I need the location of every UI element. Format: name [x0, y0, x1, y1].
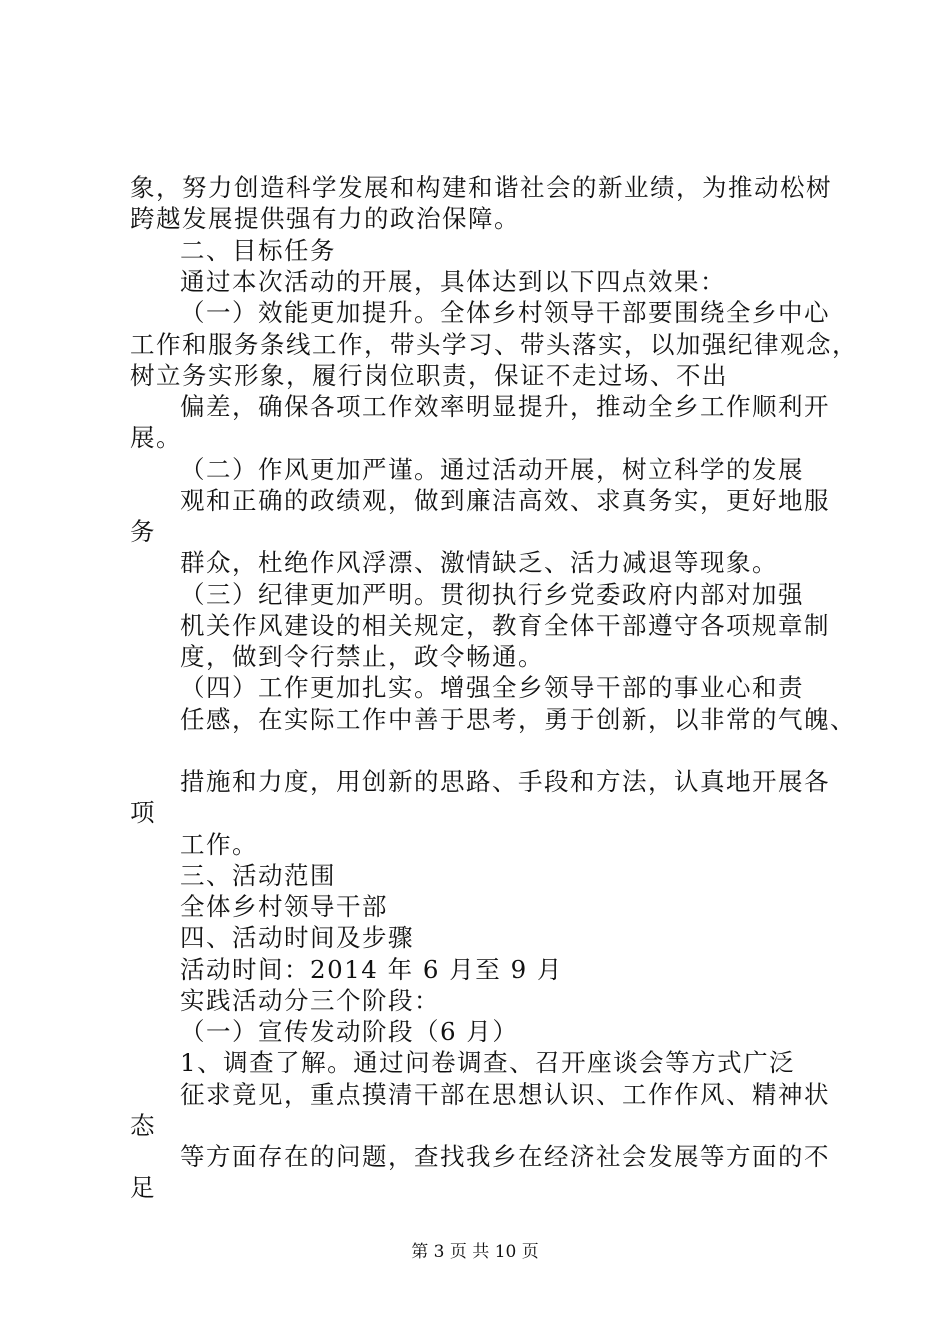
- text-line: 度，做到令行禁止，政令畅通。: [180, 642, 544, 671]
- text-line: 机关作风建设的相关规定，教育全体干部遵守各项规章制: [180, 611, 830, 640]
- text-line: 全体乡村领导干部: [180, 892, 388, 921]
- section-heading: 四、活动时间及步骤: [180, 923, 414, 952]
- text-line: 1、调查了解。通过问卷调查、召开座谈会等方式广泛: [180, 1048, 796, 1077]
- text-line: 活动时间：2014 年 6 月至 9 月: [180, 955, 563, 984]
- text-line: 实践活动分三个阶段：: [180, 986, 440, 1015]
- text-line: 通过本次活动的开展，具体达到以下四点效果：: [180, 267, 726, 296]
- text-line: 态: [130, 1111, 156, 1140]
- text-line: （一）效能更加提升。全体乡村领导干部要围绕全乡中心: [180, 298, 830, 327]
- text-line: （三）纪律更加严明。贯彻执行乡党委政府内部对加强: [180, 580, 804, 609]
- text-line: （四）工作更加扎实。增强全乡领导干部的事业心和责: [180, 673, 804, 702]
- text-line: 偏差，确保各项工作效率明显提升，推动全乡工作顺利开: [180, 392, 830, 421]
- text-line: 征求竟见，重点摸清干部在思想认识、工作作风、精神状: [180, 1080, 830, 1109]
- text-line: （二）作风更加严谨。通过活动开展，树立科学的发展: [180, 455, 804, 484]
- text-line: 工作。: [180, 830, 258, 859]
- text-line: 项: [130, 798, 156, 827]
- text-line: 足: [130, 1173, 156, 1202]
- page-number-footer: 第 3 页 共 10 页: [411, 1242, 539, 1262]
- text-line: 展。: [130, 423, 182, 452]
- text-line: 措施和力度，用创新的思路、手段和方法，认真地开展各: [180, 767, 830, 796]
- text-line: 务: [130, 517, 156, 546]
- text-line: 树立务实形象，履行岗位职责，保证不走过场、不出: [130, 361, 728, 390]
- text-line: 跨越发展提供强有力的政治保障。: [130, 204, 520, 233]
- text-line: 工作和服务条线工作，带头学习、带头落实，以加强纪律观念，: [130, 330, 858, 359]
- text-line: 等方面存在的问题，查找我乡在经济社会发展等方面的不: [180, 1142, 830, 1171]
- text-line: （一）宣传发动阶段（6 月）: [180, 1017, 519, 1046]
- text-line: 任感，在实际工作中善于思考，勇于创新，以非常的气魄、: [180, 705, 856, 734]
- section-heading: 三、活动范围: [180, 861, 336, 890]
- text-line: 观和正确的政绩观，做到廉洁高效、求真务实，更好地服: [180, 486, 830, 515]
- text-line: 群众，杜绝作风浮漂、激情缺乏、活力减退等现象。: [180, 548, 778, 577]
- text-line: 象，努力创造科学发展和构建和谐社会的新业绩，为推动松树: [130, 173, 832, 202]
- section-heading: 二、目标任务: [180, 236, 336, 265]
